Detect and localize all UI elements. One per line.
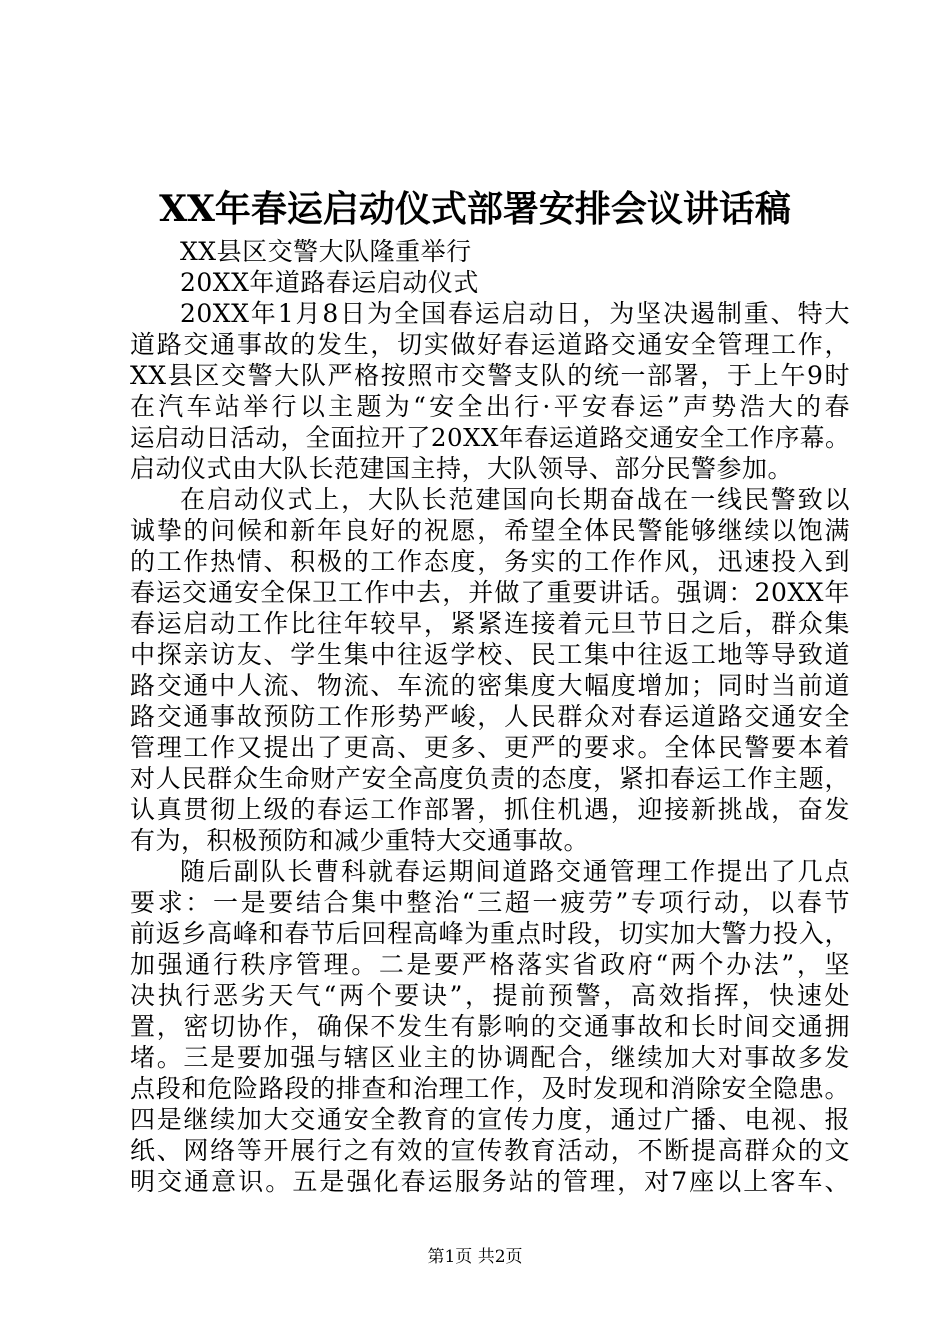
body-line: 20XX年道路春运启动仪式 — [180, 268, 479, 297]
body-line: 决执行恶劣天气“两个要诀”，提前预警，高效指挥，快速处 — [130, 981, 850, 1010]
body-line: 明交通意识。五是强化春运服务站的管理，对7座以上客车、 — [130, 1167, 850, 1196]
body-line: 加强通行秩序管理。二是要严格落实省政府“两个办法”，坚 — [130, 950, 850, 979]
body-line: 的工作热情、积极的工作态度，务实的工作作风，迅速投入到 — [130, 547, 850, 576]
body-line: 堵。三是要加强与辖区业主的协调配合，继续加大对事故多发 — [130, 1043, 850, 1072]
body-line: 路交通中人流、物流、车流的密集度大幅度增加；同时当前道 — [130, 671, 850, 700]
body-line: 点段和危险路段的排查和治理工作，及时发现和消除安全隐患。 — [130, 1074, 850, 1103]
body-line: 道路交通事故的发生，切实做好春运道路交通安全管理工作， — [130, 330, 850, 359]
body-line: 管理工作又提出了更高、更多、更严的要求。全体民警要本着 — [130, 733, 850, 762]
document-body — [130, 236, 850, 1197]
body-line: 运启动日活动，全面拉开了20XX年春运道路交通安全工作序幕。 — [130, 423, 850, 452]
body-line: 对人民群众生命财产安全高度负责的态度，紧扣春运工作主题， — [130, 764, 850, 793]
body-line: 纸、网络等开展行之有效的宣传教育活动，不断提高群众的文 — [130, 1136, 850, 1165]
body-line: 前返乡高峰和春节后回程高峰为重点时段，切实加大警力投入， — [130, 919, 850, 948]
body-line: 中探亲访友、学生集中往返学校、民工集中往返工地等导致道 — [130, 640, 850, 669]
body-line: 置，密切协作，确保不发生有影响的交通事故和长时间交通拥 — [130, 1012, 850, 1041]
body-line: 随后副队长曹科就春运期间道路交通管理工作提出了几点 — [180, 857, 850, 886]
body-line: 有为，积极预防和减少重特大交通事故。 — [130, 826, 590, 855]
page-number-footer: 第1页 共2页 — [427, 1247, 523, 1267]
body-line: 在汽车站举行以主题为“安全出行·平安春运”声势浩大的春 — [130, 392, 850, 421]
body-line: 路交通事故预防工作形势严峻，人民群众对春运道路交通安全 — [130, 702, 850, 731]
body-line: XX县区交警大队隆重举行 — [180, 237, 472, 266]
body-line: 四是继续加大交通安全教育的宣传力度，通过广播、电视、报 — [130, 1105, 850, 1134]
body-line: 认真贯彻上级的春运工作部署，抓住机遇，迎接新挑战，奋发 — [130, 795, 850, 824]
body-line: 春运启动工作比往年较早，紧紧连接着元旦节日之后，群众集 — [130, 609, 850, 638]
body-line: 要求：一是要结合集中整治“三超一疲劳”专项行动，以春节 — [130, 888, 850, 917]
body-line: 诚挚的问候和新年良好的祝愿，希望全体民警能够继续以饱满 — [130, 516, 850, 545]
body-line: 启动仪式由大队长范建国主持，大队领导、部分民警参加。 — [130, 454, 794, 483]
body-line: 春运交通安全保卫工作中去，并做了重要讲话。强调：20XX年 — [130, 578, 850, 607]
document-title: XX年春运启动仪式部署安排会议讲话稿 — [159, 188, 791, 230]
body-line: XX县区交警大队严格按照市交警支队的统一部署，于上午9时 — [130, 361, 850, 390]
body-line: 在启动仪式上，大队长范建国向长期奋战在一线民警致以 — [180, 485, 850, 514]
body-line: 20XX年1月8日为全国春运启动日，为坚决遏制重、特大 — [180, 299, 850, 328]
